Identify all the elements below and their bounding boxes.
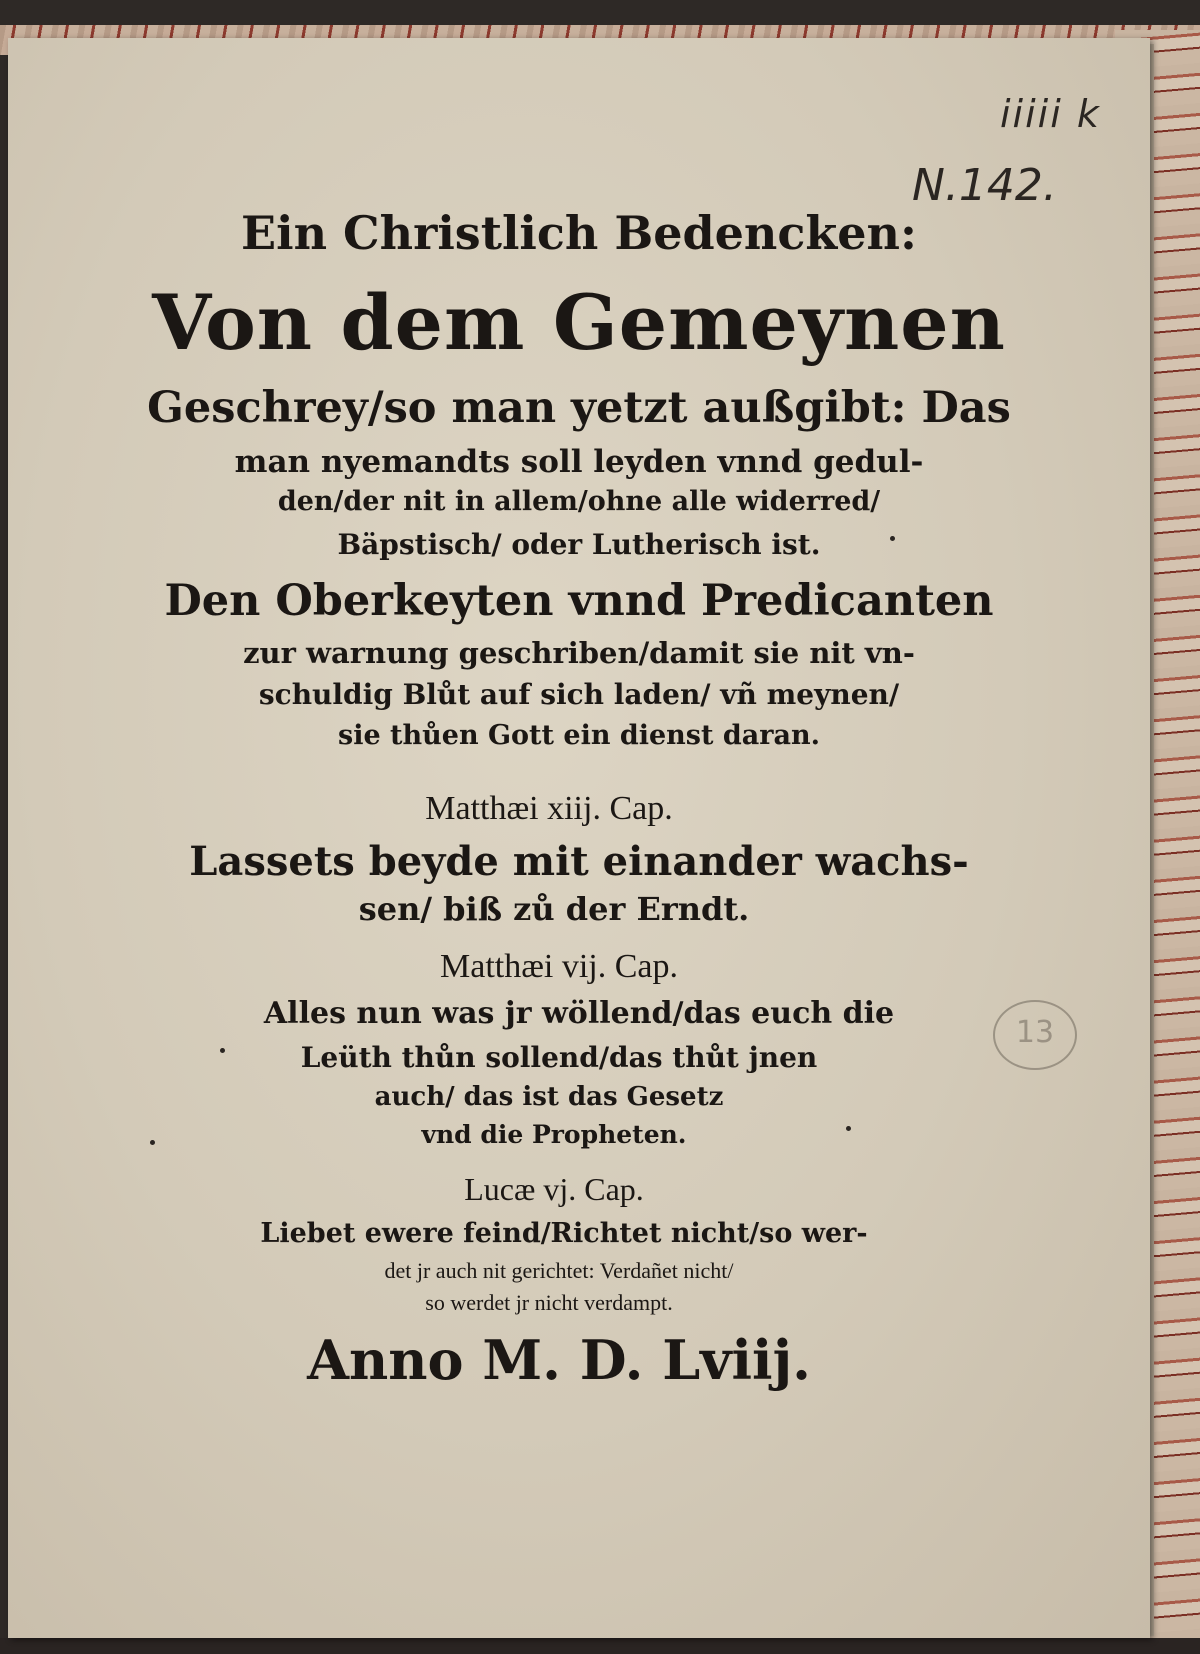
ink-speck: [846, 1126, 851, 1131]
title-line-5: den/der nit in allem/ohne alle widerred/: [277, 486, 881, 517]
handwritten-number: N.142.: [912, 160, 1057, 211]
title-line-8: zur warnung geschriben/damit sie nit vn-: [243, 636, 915, 670]
title-page: [8, 38, 1150, 1638]
handwritten-shelfmark: iiiii k: [1000, 92, 1101, 136]
title-line-6: Bäpstisch/ oder Lutherisch ist.: [337, 528, 821, 561]
quote-2-line-1: Alles nun was jr wöllend/das euch die: [263, 996, 895, 1031]
quote-3-line-2: det jr auch nit gerichtet: Verdañet nicht/: [384, 1258, 734, 1283]
scripture-reference-3: Lucæ vj. Cap.: [464, 1171, 644, 1207]
publication-date: Anno M. D. Lviij.: [307, 1328, 811, 1392]
quote-3-line-3: so werdet jr nicht verdampt.: [425, 1290, 673, 1315]
binding-bottom-edge: [0, 1638, 1200, 1654]
quote-1-line-2: sen/ biß zů der Erndt.: [358, 890, 750, 928]
library-stamp: 13: [993, 1000, 1077, 1070]
scripture-reference-2: Matthæi vij. Cap.: [440, 948, 678, 985]
ink-speck: [150, 1140, 155, 1145]
ink-speck: [890, 536, 895, 541]
ink-speck: [220, 1048, 225, 1053]
title-line-1: Ein Christlich Bedencken:: [241, 206, 917, 260]
title-line-2: Von dem Gemeynen: [152, 278, 1006, 367]
scripture-reference-1: Matthæi xiij. Cap.: [425, 790, 673, 827]
quote-2-line-4: vnd die Propheten.: [421, 1120, 687, 1149]
title-line-9: schuldig Blůt auf sich laden/ vñ meynen/: [258, 678, 900, 711]
quote-2-line-3: auch/ das ist das Gesetz: [374, 1082, 724, 1112]
title-line-3: Geschrey/so man yetzt außgibt: Das: [147, 383, 1011, 433]
quote-3-line-1: Liebet ewere feind/Richtet nicht/so wer-: [260, 1218, 868, 1249]
title-line-10: sie thůen Gott ein dienst daran.: [338, 720, 820, 751]
title-line-7: Den Oberkeyten vnnd Predicanten: [164, 576, 994, 626]
quote-1-line-1: Lassets beyde mit einander wachs-: [189, 838, 969, 885]
quote-2-line-2: Leüth thůn sollend/das thůt jnen: [300, 1041, 818, 1074]
title-line-4: man nyemandts soll leyden vnnd gedul-: [234, 444, 924, 480]
